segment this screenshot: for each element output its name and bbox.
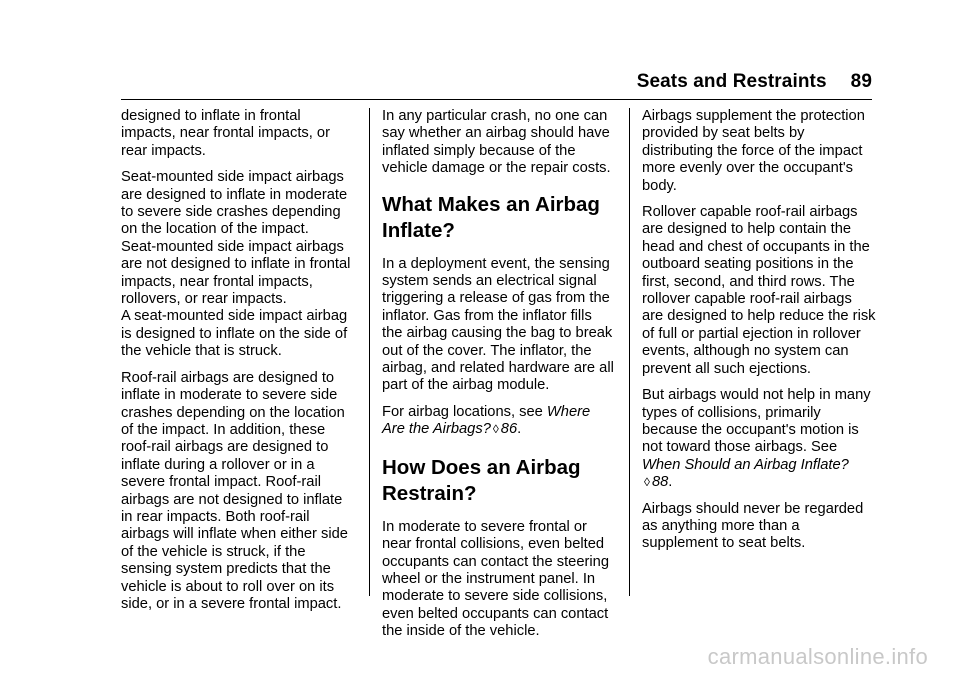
column-divider-2 <box>629 108 630 596</box>
text: But airbags would not help in many types of collisions, primarily because the occupant's motion is not toward those airbags. See <box>642 387 871 456</box>
text: . <box>668 474 673 491</box>
sentence: A seat-mounted side impact airbag is designed to inflate on the side of the vehicle that is struck. <box>121 308 348 360</box>
paragraph: Airbags supplement the protection provided by seat belts by distributing the force of the impact more evenly over the occupant's body. <box>642 108 865 194</box>
page-reference[interactable]: 86 <box>500 421 518 438</box>
header-rule <box>121 99 872 100</box>
section-heading: How Does an Airbag Restrain? <box>382 455 581 505</box>
sentence: Seat-mounted side impact airbags are designed to inflate in moderate to severe side crashes depending on the location of the impact. <box>121 169 348 238</box>
page-reference-icon: ◊ <box>492 422 499 437</box>
watermark: carmanualsonline.info <box>707 644 928 669</box>
column-2 <box>382 108 616 650</box>
paragraph: In a deployment event, the sensing system sends an electrical signal triggering a release of gas from the inflator. Gas from the inflator fills the airbag causing the bag to break out of the cover. The inflator, the airbag, and related hardware are all part of the airbag module. <box>382 255 614 394</box>
cross-reference-link[interactable]: Where Are the Airbags? <box>382 403 591 438</box>
paragraph: Airbags should never be regarded as anything more than a supplement to seat belts. <box>642 500 864 552</box>
paragraph: designed to inflate in frontal impacts, near frontal impacts, or rear impacts. <box>121 108 330 159</box>
paragraph: Roof-rail airbags are designed to inflate in moderate to severe side crashes depending on the location of the impact. In addition, these roof-rail airbags are designed to inflate during a rollover or in a severe frontal impact. Roof-rail airbags are not designed to inflate in rear impacts. Both roof-rail airbags will inflate when either side of the vehicle is struck, if the sensing system predicts that the vehicle is about to roll over on its side, or in a severe frontal impact. <box>121 369 348 612</box>
paragraph <box>382 404 616 439</box>
column-3 <box>642 108 876 562</box>
section-heading: What Makes an Airbag Inflate? <box>382 192 600 242</box>
column-1 <box>121 108 357 622</box>
paragraph: In any particular crash, no one can say whether an airbag should have inflated simply because of the vehicle damage or the repair costs. <box>382 108 611 177</box>
page-reference-icon: ◊ <box>644 475 650 490</box>
column-divider-1 <box>369 108 370 596</box>
paragraph: Rollover capable roof-rail airbags are designed to help contain the head and chest of occupants in the outboard seating positions in the first, second, and third rows. The rollover capable roof-rail airbags are designed to help reduce the risk of full or partial ejection in rollover events, although no system can prevent all such ejections. <box>642 204 876 377</box>
paragraph <box>642 387 876 491</box>
paragraph <box>121 169 357 360</box>
text: For airbag locations, see <box>382 403 547 420</box>
sentence: Seat-mounted side impact airbags are not designed to inflate in frontal impacts, near frontal impacts, rollovers, or rear impacts. <box>121 238 351 308</box>
paragraph: In moderate to severe frontal or near frontal collisions, even belted occupants can contact the steering wheel or the instrument panel. In moderate to severe side collisions, even belted occupants can contact the inside of the vehicle. <box>382 518 609 640</box>
text: . <box>517 421 522 438</box>
section-title: Seats and Restraints <box>636 71 827 92</box>
page-header <box>637 71 872 93</box>
page-number: 89 <box>850 71 872 92</box>
page-reference[interactable]: 88 <box>651 474 669 491</box>
cross-reference-link[interactable]: When Should an Airbag Inflate? <box>642 456 849 473</box>
